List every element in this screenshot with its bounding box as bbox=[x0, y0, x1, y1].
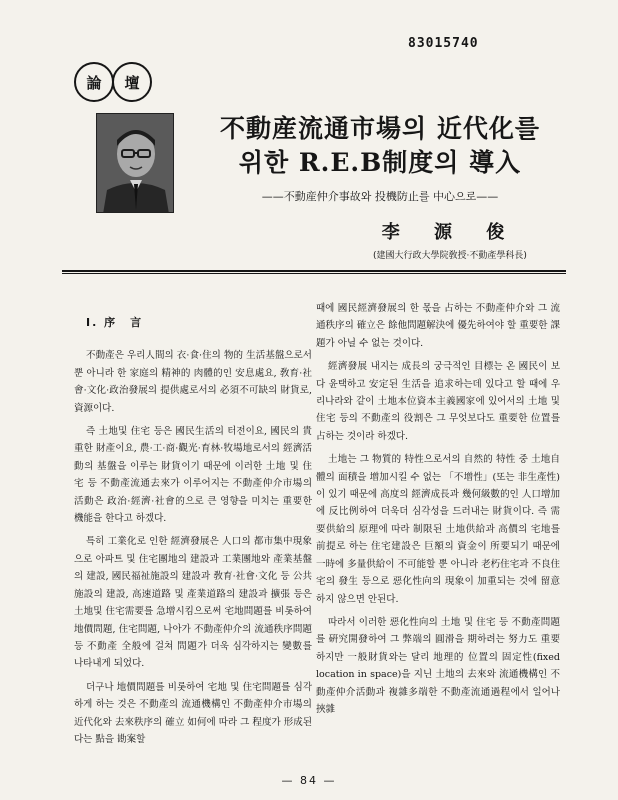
section-heading: Ⅰ. 序 言 bbox=[86, 316, 144, 329]
author-photo bbox=[96, 113, 174, 213]
left-column bbox=[74, 296, 312, 754]
article-title-line1: 不動産流通市場의 近代化를 bbox=[219, 114, 540, 143]
right-column bbox=[316, 300, 560, 724]
body-paragraph: 따라서 이러한 惡化性向의 土地 및 住宅 등 不動產問題를 硏究開發하여 그 弊端의 圓滑을 期하려는 努力도 重要하지만 一般財貨와는 달리 地理的 位置의 固定性(fixed location in space)을 지닌 土地의 去來와 流通機構인 不動產仲介活動과 複雜多端한 不動產流通過程에서 일어나 挾雜 bbox=[316, 616, 560, 715]
body-paragraph: 특히 工業化로 인한 經濟發展은 人口의 都市集中現象으로 아파트 및 住宅團地의 建設과 工業團地와 產業基盤의 建設, 國民福祉施設의 建設과 敎育·社會·文化 등 公共施設의 建設, 高速道路 및 產業道路의 建設과 擴張 등은 土地및 住宅需要를 急增시킴으로써 宅地問題를 비롯하여 地價問題, 住宅問題, 나아가 不動產仲介의 流通秩序問題 등 不動產 全般에 걸쳐 問題가 더욱 심각하지는 變數를 나타내게 되었다. bbox=[74, 536, 312, 670]
document-id: 83015740 bbox=[408, 36, 479, 51]
column-badge-left: 論 bbox=[74, 62, 114, 102]
body-paragraph: 土地는 그 物質的 特性으로서의 自然的 特性 중 土地自體의 面積을 增加시킬 수 없는 「不增性」(또는 非生產性)이 있기 때문에 高度의 經濟成長과 幾何級數的인 人口增加에 反比例하여 더욱더 심각성을 드러내는 財貨이다. 즉 需要供給의 原理에 따라 制限된 土地供給과 高價의 宅地를 前提로 하는 住宅建設은 巨額의 資金이 所要되기 때문에 一時에 多量供給이 不可能할 뿐 아니라 老朽住宅과 不良住宅의 發生 등으로 惡化性向의 現象이 加重되는 것에 留意하지 않으면 안된다. bbox=[316, 454, 560, 605]
author-affiliation: (建國大行政大學院敎授·不動產學科長) bbox=[373, 251, 527, 261]
header-divider bbox=[62, 270, 566, 274]
portrait-image bbox=[97, 114, 174, 213]
body-paragraph: 經濟發展 내지는 成長의 궁극적인 目標는 온 國民이 보다 윤택하고 安定된 生活을 追求하는데 있다고 할 때에 우리나라와 같이 土地本位資本主義國家에 있어서의 土地 및 住宅 등의 不動產의 役割은 그 무엇보다도 重要한 位置를 占하는 것이라 하겠다. bbox=[316, 361, 560, 442]
body-paragraph: 不動產은 우리人間의 衣·食·住의 物的 生活基盤으로서 뿐 아니라 한 家庭의 精神的 肉體的인 安息處요, 敎育·社會·文化·政治發展의 提供處로서의 必須不可缺의 財貨로, 資源이다. bbox=[74, 350, 312, 414]
column-badge-right: 壇 bbox=[112, 62, 152, 102]
article-title-line2: 위한 R.E.B制度의 導入 bbox=[238, 148, 522, 177]
body-paragraph: 즉 土地및 住宅 등은 國民生活의 터전이요, 國民의 貴重한 財產이요, 農·工·商·觀光·育林·牧場地로서의 經濟活動의 基盤을 이루는 財貨이기 때문에 이러한 土地 및 住宅 등 不動產流通去來가 이루어지는 不動產仲介市場의 活動은 政治·經濟·社會的으로 큰 영향을 미치는 重要한 機能을 한다고 하겠다. bbox=[74, 426, 312, 525]
body-paragraph: 때에 國民經濟發展의 한 몫을 占하는 不動產仲介와 그 流通秩序의 確立은 餘他問題解決에 優先하여야 할 重要한 課題가 아닐 수 없는 것이다. bbox=[316, 303, 560, 349]
column-badge bbox=[74, 62, 156, 102]
body-paragraph: 더구나 地價問題를 비롯하여 宅地 및 住宅問題를 심각하게 하는 것은 不動產의 流通機構인 不動產仲介市場의 近代化와 去來秩序의 確立 如何에 따라 그 程度가 形成된다는 點을 勘案할 bbox=[74, 681, 312, 745]
author-name: 李 源 俊 bbox=[381, 222, 519, 243]
article-title-block bbox=[190, 112, 570, 204]
author-block bbox=[330, 218, 570, 261]
article-subtitle: ——不動産仲介事故와 投機防止를 中心으로—— bbox=[261, 190, 499, 203]
page-number: — 84 — bbox=[281, 774, 337, 787]
